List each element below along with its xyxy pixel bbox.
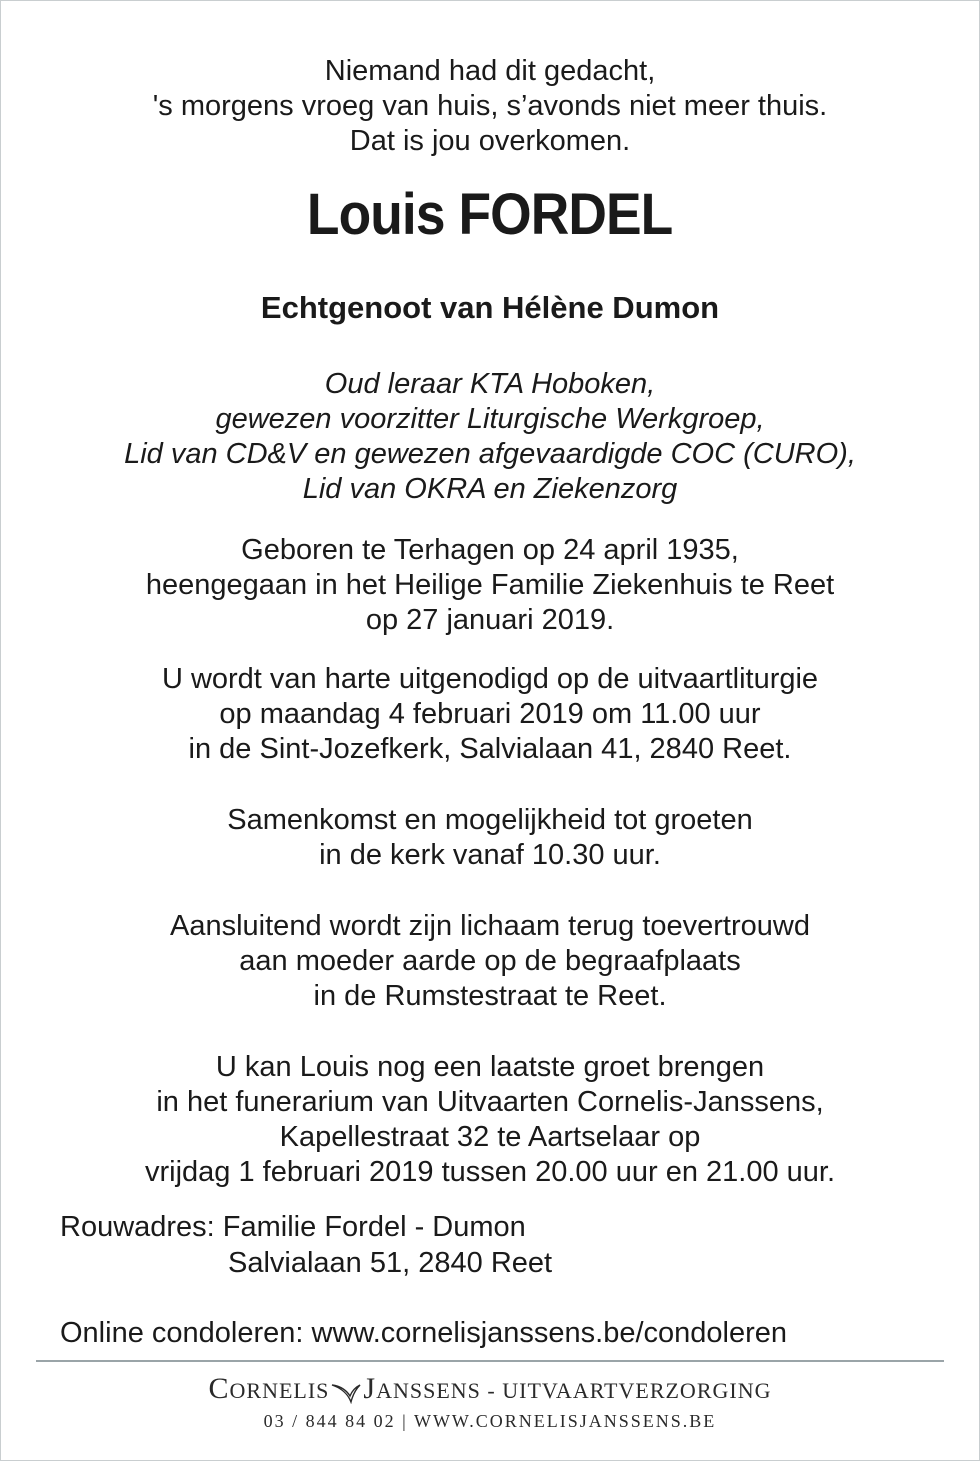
funeral-home-brand — [0, 1372, 980, 1406]
funerarium-visit — [0, 1050, 980, 1190]
poem-line: 's morgens vroeg van huis, s’avonds niet meer thuis. — [152, 90, 828, 122]
mourning-address-street: Salvialaan 51, 2840 Reet — [228, 1247, 553, 1279]
brand-ornelis: ORNELIS — [229, 1378, 330, 1403]
funeral-line: U wordt van harte uitgenodigd op de uitvaartliturgie — [161, 663, 819, 695]
gathering — [0, 803, 980, 873]
burial-line: in de Rumstestraat te Reet. — [313, 980, 667, 1012]
role-line: Lid van OKRA en Ziekenzorg — [302, 473, 678, 505]
funeral-line: in de Sint-Jozefkerk, Salvialaan 41, 2840 Reet. — [188, 733, 792, 765]
burial-line: aan moeder aarde op de begraafplaats — [239, 945, 741, 977]
brand-initial-j: J — [363, 1372, 377, 1405]
gathering-line: in de kerk vanaf 10.30 uur. — [319, 839, 661, 871]
role-line: Lid van CD&V en gewezen afgevaardigde COC (CURO), — [124, 438, 856, 470]
gathering-line: Samenkomst en mogelijkheid tot groeten — [227, 804, 753, 836]
brand-swoosh-icon — [331, 1382, 361, 1404]
roles — [0, 367, 980, 507]
poem-line: Dat is jou overkomen. — [349, 125, 631, 157]
mourning-address-label: Rouwadres: Familie Fordel - Dumon — [60, 1211, 526, 1243]
funeral-home-contact: 03 / 844 84 02 | WWW.CORNELISJANSSENS.BE — [263, 1411, 717, 1431]
visit-line: vrijdag 1 februari 2019 tussen 20.00 uur en 21.00 uur. — [144, 1156, 836, 1188]
footer-divider — [36, 1360, 944, 1362]
funeral-line: op maandag 4 februari 2019 om 11.00 uur — [219, 698, 761, 730]
burial — [0, 909, 980, 1014]
visit-line: in het funerarium van Uitvaarten Cornelis-Janssens, — [156, 1086, 824, 1118]
deceased-name: Louis FORDEL — [307, 182, 673, 247]
role-line: Oud leraar KTA Hoboken, — [324, 368, 656, 400]
spouse-block — [0, 290, 980, 326]
poem-line: Niemand had dit gedacht, — [324, 55, 656, 87]
spouse-line: Echtgenoot van Hélène Dumon — [260, 290, 720, 325]
brand-rest: ANSSENS - UITVAARTVERZORGING — [376, 1378, 772, 1403]
role-line: gewezen voorzitter Liturgische Werkgroep, — [215, 403, 765, 435]
visit-line: Kapellestraat 32 te Aartselaar op — [279, 1121, 701, 1153]
birth-line: Geboren te Terhagen op 24 april 1935, — [241, 534, 739, 566]
funeral-invitation — [0, 662, 980, 767]
birth-death — [0, 533, 980, 638]
visit-line: U kan Louis nog een laatste groet brengen — [215, 1051, 765, 1083]
birth-line: heengegaan in het Heilige Familie Ziekenhuis te Reet — [145, 569, 835, 601]
birth-line: op 27 januari 2019. — [365, 604, 615, 636]
deceased-name-block — [0, 183, 980, 247]
brand-initial-c: C — [208, 1372, 230, 1405]
burial-line: Aansluitend wordt zijn lichaam terug toevertrouwd — [170, 910, 810, 942]
online-condolences: Online condoleren: www.cornelisjanssens.be/condoleren — [60, 1317, 788, 1349]
poem — [0, 54, 980, 159]
